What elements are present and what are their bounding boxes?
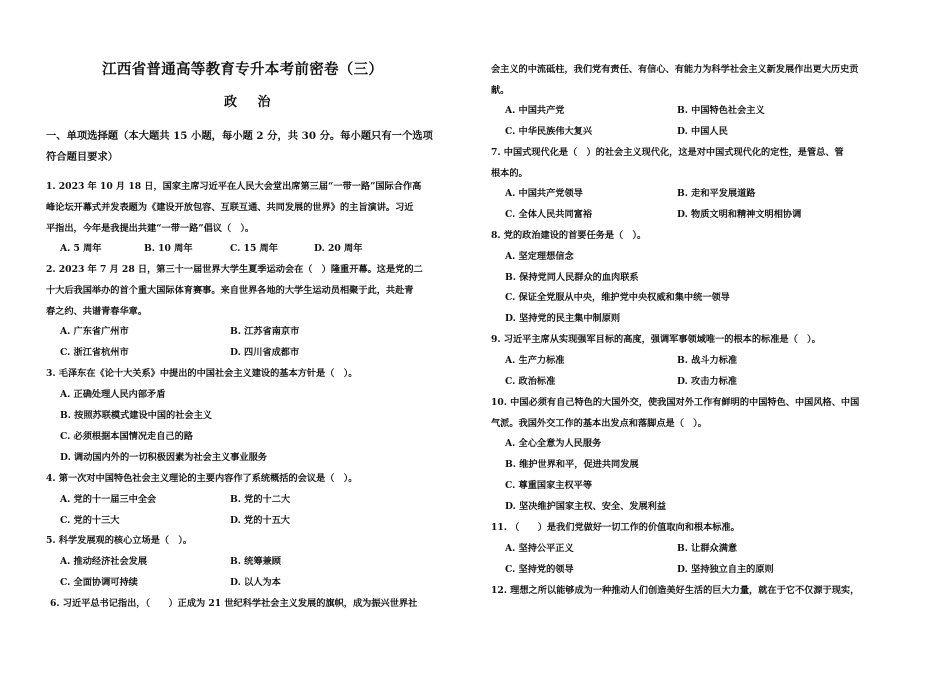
option-c: C. 中华民族伟大复兴 xyxy=(505,126,593,137)
option-a: A. 推动经济社会发展 xyxy=(60,556,148,567)
option-a: A. 5 周年 xyxy=(60,243,102,254)
option-c: C. 全体人民共同富裕 xyxy=(505,209,593,220)
question-text: 3. 毛泽东在《论十大关系》中提出的中国社会主义建设的基本方针是（ ）。 xyxy=(46,368,358,379)
option-c: C. 必须根据本国情况走自己的路 xyxy=(60,431,193,442)
question-text: 气派。我国外交工作的基本出发点和落脚点是（ ）。 xyxy=(491,418,707,429)
option-c: C. 保证全党服从中央，维护党中央权威和集中统一领导 xyxy=(505,292,730,303)
option-b: B. 按照苏联模式建设中国的社会主义 xyxy=(60,410,212,421)
option-c: C. 全面协调可持续 xyxy=(60,577,138,588)
question-text: 8. 党的政治建设的首要任务是（ ）。 xyxy=(491,230,647,241)
option-d: D. 坚持独立自主的原则 xyxy=(677,564,774,575)
question-text: 献。 xyxy=(491,85,510,96)
option-b: B. 江苏省南京市 xyxy=(230,326,300,337)
option-b: B. 走和平发展道路 xyxy=(677,188,756,199)
option-b: B. 维护世界和平，促进共同发展 xyxy=(505,459,639,470)
option-a: A. 坚定理想信念 xyxy=(505,251,574,262)
question-6-text: 6. 习近平总书记指出，（ ）正成为 21 世纪科学社会主义发展的旗帜，成为振兴世界社 xyxy=(50,598,418,609)
section-heading: 一、单项选择题（本大题共 15 小题，每小题 2 分，共 30 分。每小题只有一个选项 xyxy=(46,130,433,142)
option-d: D. 坚持党的民主集中制原则 xyxy=(505,313,621,324)
question-text: 十大后我国举办的首个重大国际体育赛事。来自世界各地的大学生运动员相聚于此，共赴青 xyxy=(46,285,414,296)
option-a: A. 全心全意为人民服务 xyxy=(505,438,602,449)
option-c: C. 坚持党的领导 xyxy=(505,564,574,575)
option-c: C. 尊重国家主权平等 xyxy=(505,480,593,491)
section-heading-cont: 符合题目要求） xyxy=(46,151,119,163)
exam-title: 江西省普通高等教育专升本考前密卷（三） xyxy=(102,61,384,78)
option-b: B. 保持党同人民群众的血肉联系 xyxy=(505,272,639,283)
option-c: C. 15 周年 xyxy=(230,243,278,254)
option-b: B. 让群众满意 xyxy=(677,543,738,554)
option-a: A. 正确处理人民内部矛盾 xyxy=(60,389,166,400)
question-text: 根本的。 xyxy=(491,168,528,179)
question-text: 2. 2023 年 7 月 28 日，第三十一届世界大学生夏季运动会在（ ）隆重开幕。这是党的二 xyxy=(46,264,423,275)
option-d: D. 以人为本 xyxy=(230,577,281,588)
option-d: D. 20 周年 xyxy=(314,243,363,254)
question-text: 平指出，今年是我提出共建“一带一路”倡议（ ）。 xyxy=(46,223,255,234)
question-text: 11. （ ）是我们党做好一切工作的价值取向和根本标准。 xyxy=(491,522,740,533)
question-text: 春之约、共谱青春华章。 xyxy=(46,306,148,317)
option-d: D. 四川省成都市 xyxy=(230,347,300,358)
option-c: C. 政治标准 xyxy=(505,376,556,387)
option-d: D. 调动国内外的一切积极因素为社会主义事业服务 xyxy=(60,452,267,463)
option-b: B. 中国特色社会主义 xyxy=(677,105,765,116)
question-text: 9. 习近平主席从实现强军目标的高度，强调军事领域唯一的根本的标准是（ ）。 xyxy=(491,334,821,345)
option-a: A. 中国共产党领导 xyxy=(505,188,583,199)
option-a: A. 生产力标准 xyxy=(505,355,565,366)
question-text: 7. 中国式现代化是（ ）的社会主义现代化，这是对中国式现代化的定性，是管总、管 xyxy=(491,147,844,158)
option-d: D. 攻击力标准 xyxy=(677,376,737,387)
exam-subject: 政 治 xyxy=(224,95,279,110)
option-b: B. 统筹兼顾 xyxy=(230,556,281,567)
option-a: A. 广东省广州市 xyxy=(60,326,129,337)
question-text: 5. 科学发展观的核心立场是（ ）。 xyxy=(46,535,193,546)
option-b: B. 战斗力标准 xyxy=(677,355,738,366)
option-d: D. 物质文明和精神文明相协调 xyxy=(677,209,802,220)
question-text: 会主义的中流砥柱，我们党有责任、有信心、有能力为科学社会主义新发展作出更大历史贡 xyxy=(491,64,859,75)
option-b: B. 10 周年 xyxy=(144,243,193,254)
question-12-text: 12. 理想之所以能够成为一种推动人们创造美好生活的巨大力量，就在于它不仅源于现实， xyxy=(491,585,860,596)
option-c: C. 浙江省杭州市 xyxy=(60,347,129,358)
question-text: 1. 2023 年 10 月 18 日，国家主席习近平在人民大会堂出席第三届“一带一路”国际合作高 xyxy=(46,181,422,192)
option-d: D. 中国人民 xyxy=(677,126,728,137)
option-b: B. 党的十二大 xyxy=(230,494,291,505)
question-text: 峰论坛开幕式并发表题为《建设开放包容、互联互通、共同发展的世界》的主旨演讲。习近 xyxy=(46,202,414,213)
question-text: 10. 中国必须有自己特色的大国外交，使我国对外工作有鲜明的中国特色、中国风格、中国 xyxy=(491,397,860,408)
option-a: A. 中国共产党 xyxy=(505,105,565,116)
option-d: D. 党的十五大 xyxy=(230,515,290,526)
question-text: 4. 第一次对中国特色社会主义理论的主要内容作了系统概括的会议是（ ）。 xyxy=(46,473,358,484)
option-a: A. 党的十一届三中全会 xyxy=(60,494,157,505)
option-a: A. 坚持公平正义 xyxy=(505,543,574,554)
option-c: C. 党的十三大 xyxy=(60,515,120,526)
option-d: D. 坚决维护国家主权、安全、发展利益 xyxy=(505,501,667,512)
